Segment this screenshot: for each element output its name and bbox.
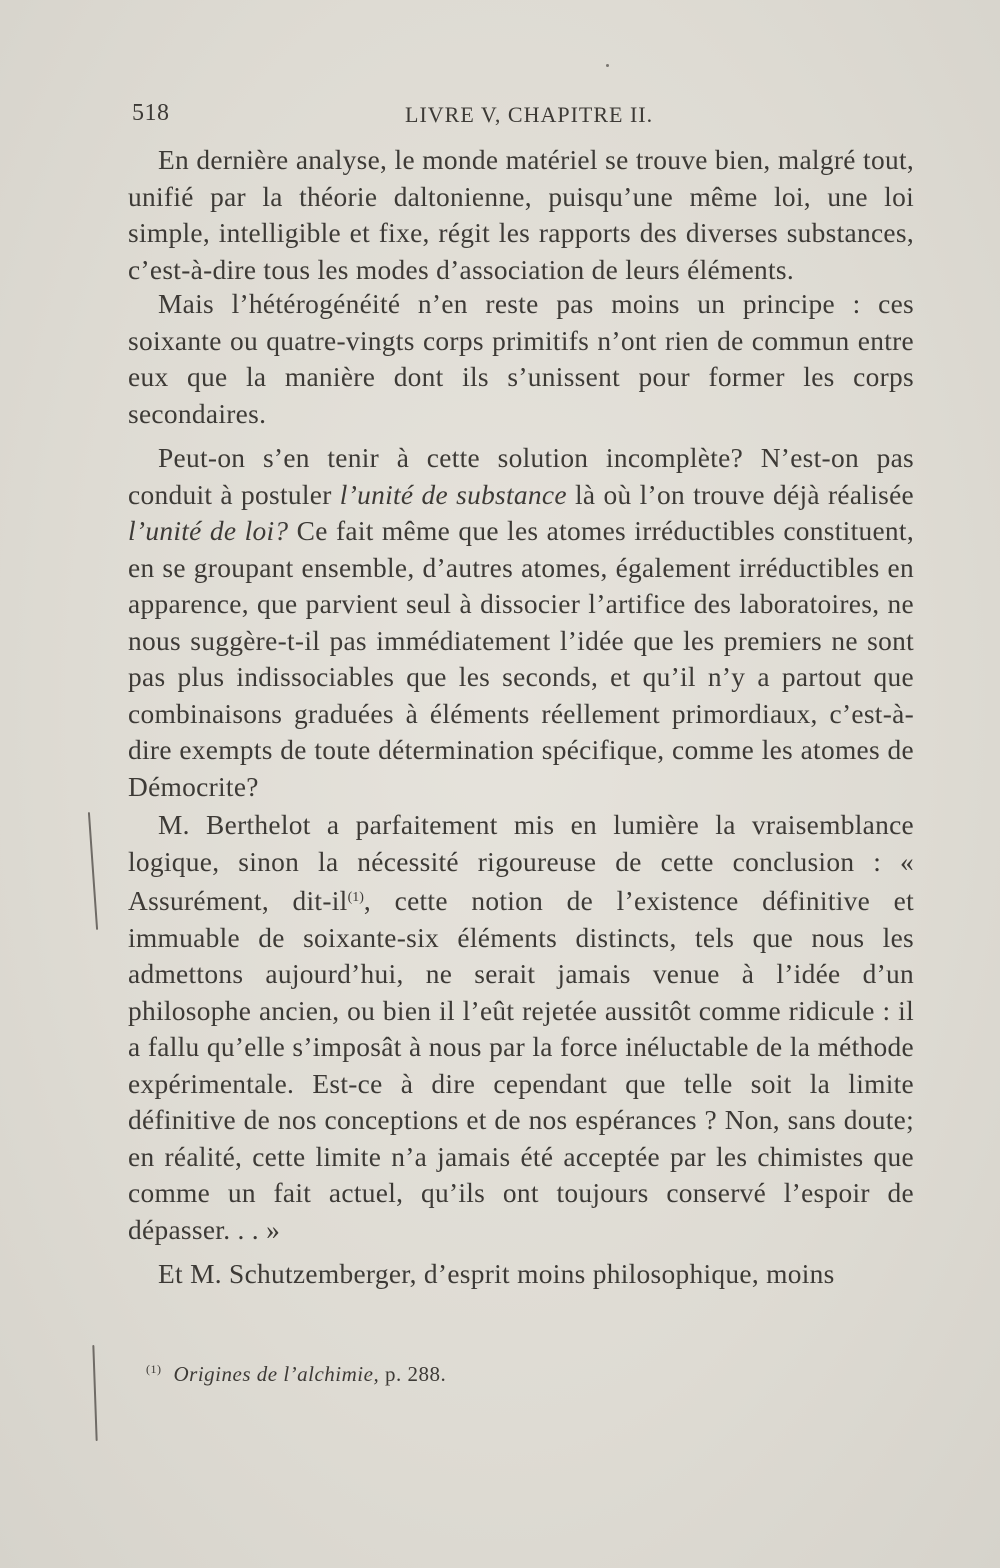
text-run: là où l’on trouve déjà réalisée	[566, 479, 914, 510]
italic-phrase: l’unité de loi?	[128, 516, 289, 546]
paragraph: En dernière analyse, le monde matériel se trouve bien, malgré tout, unifié par la théorie daltonienne, puisqu’une même loi, une loi simple, intelligible et fixe, régit les rapports des diverses substances, c’est-à-dire tous les modes d’association de leurs éléments.	[128, 145, 914, 285]
paragraph: Mais l’hétérogénéité n’en reste pas moins un principe : ces soixante ou quatre-vingts corps primitifs n’ont rien de commun entre eux que la manière dont ils s’unissent pour former les corps secondaires.	[128, 289, 914, 429]
text-run: M. Berthelot a parfaitement mis en lumière la vraisemblance logique, sinon la nécessité rigoureuse de cette conclusion : « Assurément, dit-il	[128, 810, 914, 916]
footnote-title: Origines de l’alchimie,	[173, 1362, 380, 1386]
footnote-mark: (1)	[146, 1362, 162, 1376]
paragraph	[128, 440, 914, 805]
text-run: Ce fait même que les atomes irréductibles constituent, en se groupant ensemble, d’autres atomes, également irréductibles en apparence, que parvient seul à dissocier l’artifice des laboratoires, ne nous suggère-t-il pas immédiatement l’idée que les premiers ne sont pas plus indissociables que les seconds, et qu’il n’y a partout que combinaisons graduées à éléments réellement primordiaux, c’est-à-dire exempts de toute détermination spécifique, comme les atomes de Démocrite?	[128, 516, 914, 802]
footnote-page: p. 288.	[379, 1362, 447, 1386]
footnote-reference[interactable]: (1)	[347, 890, 364, 905]
running-title: LIVRE V, CHAPITRE II.	[405, 102, 654, 127]
margin-pencil-mark	[88, 812, 98, 930]
body-text	[128, 142, 914, 1293]
paragraph: Et M. Schutzemberger, d’esprit moins philosophique, moins	[158, 1259, 835, 1289]
paragraph	[128, 807, 914, 1248]
running-header	[0, 100, 1000, 134]
footnote	[146, 1362, 446, 1387]
text-run: , cette notion de l’existence définitive et immuable de soixante-six éléments distincts, tels que nous les admettons aujourd’hui, ne serait jamais venue à l’idée d’un philosophe ancien, ou bien il l’eût rejetée aussitôt comme ridicule : il a fallu qu’elle s’imposât à nous par la force inéluctable de la méthode expérimentale. Est-ce à dire cependant que telle soit la limite définitive de nos conceptions et de nos espérances ? Non, sans doute; en réalité, cette limite n’a jamais été acceptée par les chimistes que comme un fait actuel, qu’ils ont toujours conservé l’espoir de dépasser. . . »	[128, 886, 914, 1245]
paper-speck	[606, 64, 609, 67]
text-run: Peut-on s’en tenir à cette solution incomplète? N’est-on pas conduit à postuler	[128, 443, 914, 510]
italic-phrase: l’unité de substance	[339, 479, 567, 510]
page-number: 518	[132, 100, 170, 126]
margin-pencil-mark	[92, 1345, 97, 1441]
